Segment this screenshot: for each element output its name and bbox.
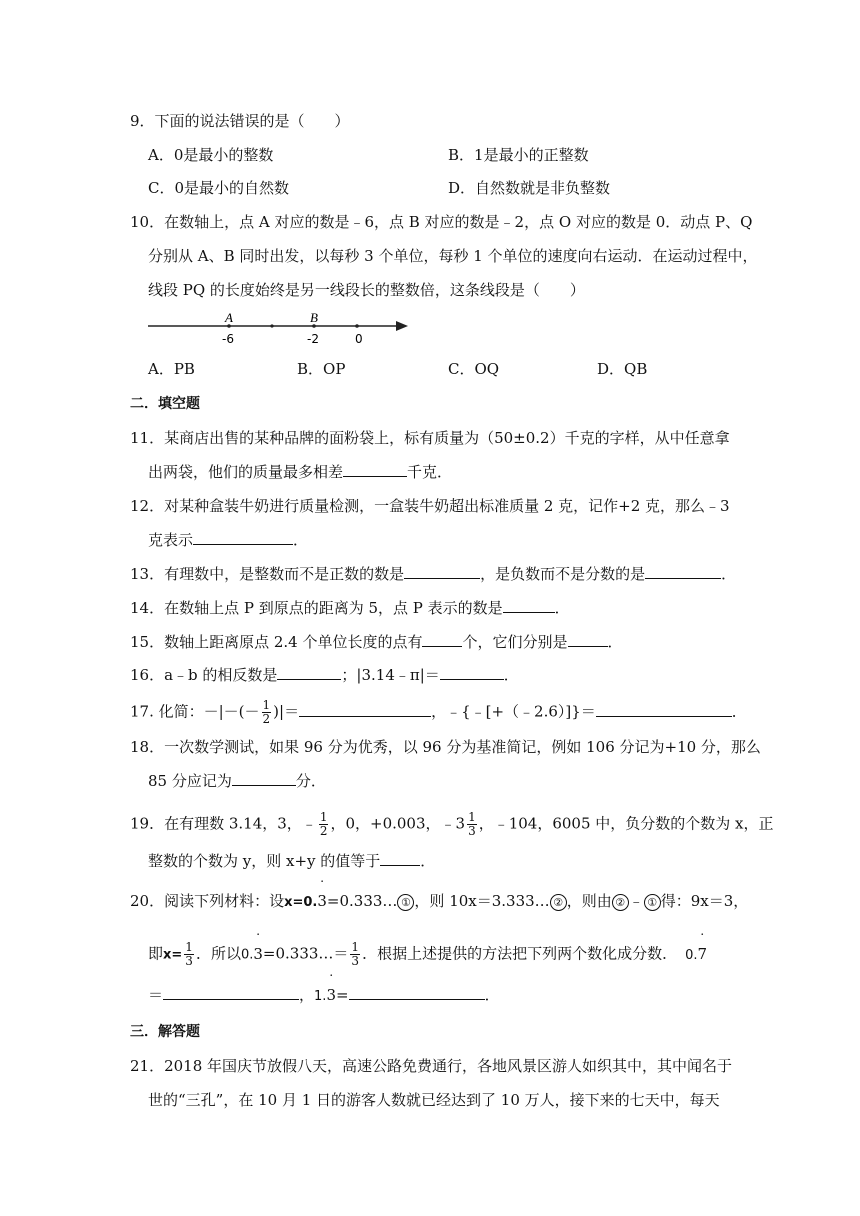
fraction: $\frac{1}{3}$: [468, 810, 476, 838]
q10-option-d: D．QB: [597, 360, 648, 378]
q9-stem: 9．下面的说法错误的是（ ）: [130, 112, 350, 130]
q19-text-c: ，﹣104，6005 中，负分数的个数为 x，正: [478, 814, 774, 833]
label-a: A: [225, 310, 233, 325]
q18-text-a: 85 分应记为: [148, 772, 232, 790]
answer-blank[interactable]: [193, 530, 293, 545]
q10-line2: 分别从 A、B 同时出发，以每秒 3 个单位，每秒 1 个单位的速度向右运动．在运动过程中，: [148, 247, 758, 265]
q11-text-a: 出两袋，他们的质量最多相差: [148, 463, 344, 481]
q20-text-c: ，则 10x＝3.333…: [414, 892, 550, 910]
answer-blank[interactable]: [232, 771, 296, 786]
q14-text-a: 14．在数轴上点 P 到原点的距离为 5，点 P 表示的数是: [130, 599, 503, 617]
answer-blank[interactable]: [503, 598, 555, 613]
circled-two: ②: [550, 894, 567, 911]
q18-line2: [148, 771, 326, 791]
number-line-arrow: [396, 321, 408, 331]
q9-option-a: A．0是最小的整数: [148, 146, 274, 164]
q21-line2: 世的“三孔”，在 10 月 1 日的游客人数就已经达到了 10 万人，接下来的七天中，每天: [148, 1091, 720, 1109]
q15-text-b: 个，它们分别是: [462, 633, 568, 651]
answer-blank[interactable]: [163, 985, 299, 1000]
q20-one: 1.: [314, 989, 327, 1004]
circled-one: ①: [397, 894, 414, 911]
repeating-digit: ˙ 3: [326, 973, 336, 1004]
circled-two: ②: [612, 894, 629, 911]
q20-x-eq: x=0.: [284, 895, 318, 910]
tick-dot: [270, 324, 273, 327]
q10-line3: 线段 PQ 的长度始终是另一线段长的整数倍，这条线段是（ ）: [148, 281, 585, 299]
q13-text-a: 13．有理数中，是整数而不是正数的数是: [130, 565, 405, 583]
q13-text-c: ．: [721, 565, 737, 583]
q12-line2: [148, 530, 308, 550]
q17-line: [130, 699, 747, 726]
q20-zero2: 0.: [685, 947, 698, 963]
repeating-digit: ˙ 3: [253, 931, 263, 963]
q14-text-b: ．: [554, 599, 570, 617]
repeating-digit: ˙ 7: [697, 931, 708, 963]
q19-text-a: 19．在有理数 3.14，3，﹣: [130, 814, 317, 833]
q15-line: [130, 632, 623, 652]
section-solutions-title: 三．解答题: [130, 1024, 200, 1040]
tick-label-a: -6: [222, 332, 234, 346]
q10-option-a: A．PB: [148, 360, 195, 378]
point-o-dot: [355, 324, 359, 328]
q20-text-l: =: [335, 986, 349, 1004]
q20-text-m: ．: [484, 986, 500, 1004]
q19-text-e: ．: [420, 852, 436, 870]
q11-line1: 11．某商店出售的某种品牌的面粉袋上，标有质量为（50±0.2）千克的字样，从中任意拿: [130, 429, 730, 447]
q20-text-e: ﹣: [628, 892, 644, 910]
fraction: $\frac{1}{2}$: [319, 810, 328, 838]
q10-option-b: B．OP: [297, 360, 346, 378]
answer-blank[interactable]: [422, 632, 462, 647]
repeating-digit: ˙ 3: [317, 879, 327, 910]
answer-blank[interactable]: [380, 851, 420, 866]
fraction: $\frac{1}{2}$: [262, 698, 271, 726]
number-line-figure: [146, 306, 410, 348]
q17-text-c: ．: [731, 702, 747, 721]
q21-line1: 21．2018 年国庆节放假八天，高速公路免费通行，各地风景区游人如织其中，其中闻名于: [130, 1057, 733, 1075]
q18-text-b: 分．: [295, 772, 326, 790]
q20-text-h: =0.333…＝: [262, 944, 349, 963]
answer-blank[interactable]: [568, 632, 608, 647]
q20-text-g: ．所以: [195, 944, 241, 963]
q20-x-eq2: x=: [163, 947, 183, 963]
q18-line1: 18．一次数学测试，如果 96 分为优秀，以 96 分为基准简记，例如 106 分记为+10 分，那么: [130, 738, 761, 756]
q16-text-b: ；|3.14﹣π|＝: [341, 666, 440, 684]
q20-text-i: ．根据上述提供的方法把下列两个数化成分数．: [362, 944, 678, 963]
q17-text-b: ，﹣{﹣[+（﹣2.6）]}＝: [431, 702, 596, 721]
q10-option-c: C．OQ: [448, 360, 500, 378]
q17-expr-post: )|＝: [273, 702, 300, 721]
q19-text-d: 整数的个数为 y，则 x+y 的值等于: [148, 852, 381, 870]
q20-text-b: =0.333…: [326, 892, 398, 910]
q12-text-a: 克表示: [148, 531, 194, 549]
q20-text-a: 20．阅读下列材料：设: [130, 892, 285, 910]
q20-line3: [148, 973, 500, 1007]
tick-label-b: -2: [307, 332, 319, 346]
q12-line1: 12．对某种盒装牛奶进行质量检测，一盒装牛奶超出标准质量 2 克，记作+2 克，那么﹣3: [130, 497, 730, 515]
q19-line2: [148, 851, 435, 871]
q15-text-c: ．: [607, 633, 623, 651]
section-fill-in-title: 二．填空题: [130, 396, 200, 412]
q11-line2: [148, 462, 452, 482]
q20-line1: [130, 879, 749, 913]
answer-blank[interactable]: [596, 702, 732, 717]
q19-text-b: ，0，+0.003，﹣3: [330, 814, 466, 833]
answer-blank[interactable]: [645, 564, 721, 579]
answer-blank[interactable]: [343, 462, 407, 477]
q15-text-a: 15．数轴上距离原点 2.4 个单位长度的点有: [130, 633, 423, 651]
q20-zero: 0.: [240, 947, 254, 963]
q10-line1: 10．在数轴上，点 A 对应的数是﹣6，点 B 对应的数是﹣2，点 O 对应的数是 0．动点 P、Q: [130, 213, 753, 231]
fraction: $\frac{1}{3}$: [185, 940, 193, 968]
answer-blank[interactable]: [404, 564, 480, 579]
q20-line2: [148, 931, 708, 968]
q11-text-b: 千克．: [407, 463, 453, 481]
fraction: $\frac{1}{3}$: [351, 940, 360, 968]
q9-option-b: B．1是最小的正整数: [448, 146, 589, 164]
tick-label-o: 0: [355, 332, 363, 346]
answer-blank[interactable]: [277, 665, 341, 680]
q16-line: [130, 665, 519, 685]
q9-option-d: D．自然数就是非负整数: [448, 179, 611, 197]
q13-text-b: ，是负数而不是分数的是: [480, 565, 646, 583]
q20-text-j: ＝: [148, 986, 164, 1004]
q12-text-b: ．: [293, 531, 309, 549]
q13-line: [130, 564, 736, 584]
q20-text-d: ，则由: [566, 892, 612, 910]
q20-text-g0: 即: [148, 944, 164, 963]
answer-blank[interactable]: [299, 702, 431, 717]
label-b: B: [310, 310, 318, 325]
q20-text-k: ，: [299, 986, 315, 1004]
answer-blank[interactable]: [440, 665, 504, 680]
q17-expr-pre: －|－(－: [203, 702, 260, 721]
answer-blank[interactable]: [349, 985, 485, 1000]
q17-text-a: 17. 化简：: [130, 702, 204, 721]
q14-line: [130, 598, 570, 618]
circled-one: ①: [644, 894, 661, 911]
q16-text-c: ．: [503, 666, 519, 684]
q9-option-c: C．0是最小的自然数: [148, 179, 290, 197]
q20-text-f: 得：9x＝3，: [660, 892, 749, 910]
q19-line1: [130, 811, 774, 838]
q16-text-a: 16．a﹣b 的相反数是: [130, 666, 278, 684]
